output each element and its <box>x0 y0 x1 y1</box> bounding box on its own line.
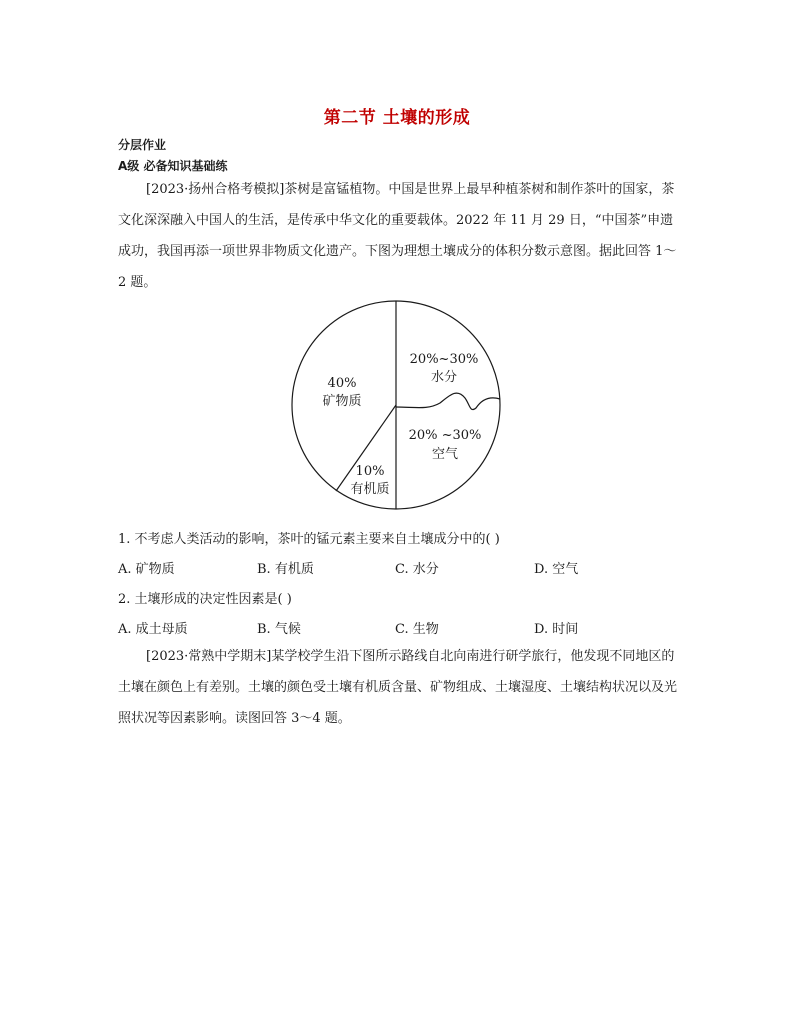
pie-chart-svg <box>290 295 510 515</box>
question-1-option-c[interactable]: C. 水分 <box>395 562 439 577</box>
question-2-option-d[interactable]: D. 时间 <box>534 622 579 637</box>
passage-2-text: 某学校学生沿下图所示路线自北向南进行研学旅行，他发现不同地区的土壤在颜色上有差别。土壤的颜色受土壤有机质含量、矿物组成、土壤湿度、土壤结构状况以及光照状况等因素影响。读图回答 3～4 题。 <box>118 649 678 726</box>
slice-label-mineral-name: 矿物质 <box>322 394 362 409</box>
question-1-option-a[interactable]: A. 矿物质 <box>118 562 175 577</box>
slice-label-air-percent: 20% ~30% <box>408 428 482 443</box>
passage-2 <box>118 641 678 734</box>
level-heading: A级 必备知识基础练 <box>118 159 228 173</box>
page-title: 第二节 土壤的形成 <box>323 108 471 128</box>
question-2-option-a[interactable]: A. 成土母质 <box>118 622 188 637</box>
slice-label-mineral-percent: 40% <box>327 376 357 391</box>
pie-divider-water-air <box>396 393 500 410</box>
soil-composition-pie-chart <box>290 295 510 515</box>
slice-label-organic-percent: 10% <box>355 464 385 479</box>
passage-1 <box>118 174 678 298</box>
slice-label-air-name: 空气 <box>431 447 459 462</box>
question-1-option-b[interactable]: B. 有机质 <box>257 562 314 577</box>
question-1-stem: 1. 不考虑人类活动的影响，茶叶的锰元素主要来自土壤成分中的( ) <box>118 532 500 547</box>
section-heading: 分层作业 <box>118 138 167 152</box>
question-2-stem: 2. 土壤形成的决定性因素是( ) <box>118 592 292 607</box>
passage-1-source: [2023·扬州合格考模拟] <box>146 182 285 197</box>
question-2-option-c[interactable]: C. 生物 <box>395 622 439 637</box>
question-1-option-d[interactable]: D. 空气 <box>534 562 579 577</box>
slice-label-organic-name: 有机质 <box>350 482 390 497</box>
slice-label-water-name: 水分 <box>430 370 458 385</box>
passage-2-source: [2023·常熟中学期末] <box>146 649 272 664</box>
question-2-option-b[interactable]: B. 气候 <box>257 622 301 637</box>
slice-label-water-percent: 20%~30% <box>409 352 479 367</box>
passage-1-text: 茶树是富锰植物。中国是世界上最早种植茶树和制作茶叶的国家，茶文化深深融入中国人的生活，是传承中华文化的重要载体。2022 年 11 月 29 日，“中国茶”申遗成功，我国再添一项世界非物质文化遗产。下图为理想土壤成分的体积分数示意图。据此回答 1～2 题。 <box>118 182 677 290</box>
